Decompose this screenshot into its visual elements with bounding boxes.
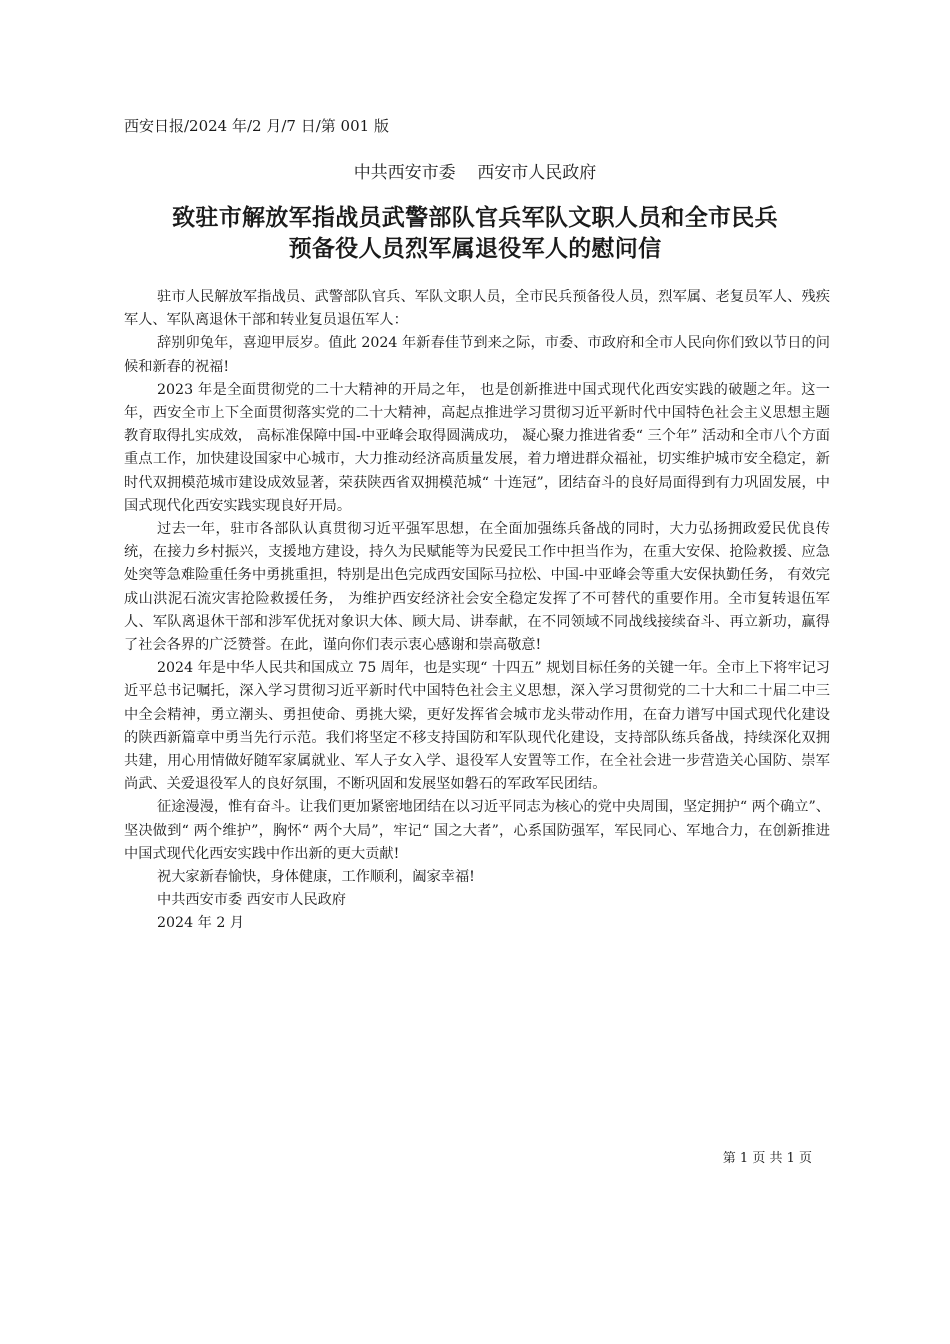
letter-body	[124, 286, 830, 936]
body-paragraph: 辞别卯兔年，喜迎甲辰岁。值此 2024 年新春佳节到来之际，市委、市政府和全市人民向你们致以节日的问候和新春的祝福!	[124, 335, 830, 375]
closing-greeting: 祝大家新春愉快，身体健康，工作顺利，阖家幸福!	[157, 869, 475, 886]
issuing-authorities: 中共西安市委 西安市人民政府	[353, 163, 597, 183]
salutation: 驻市人民解放军指战员、武警部队官兵、军队文职人员，全市民兵预备役人员，烈军属、老复员军人、残疾军人、军队离退休干部和转业复员退伍军人：	[124, 289, 830, 329]
document-title	[125, 203, 825, 265]
body-paragraph: 2023 年是全面贯彻党的二十大精神的开局之年， 也是创新推进中国式现代化西安实践的破题之年。这一年，西安全市上下全面贯彻落实党的二十大精神，高起点推进学习贯彻习近平新时代中国特色社会主义思想主题教育取得扎实成效， 高标准保障中国-中亚峰会取得圆满成功， 凝心聚力推进省委“ 三个年” 活动和全市八个方面重点工作，加快建设国家中心城市，大力推动经济高质量发展，着力增进群众福祉，切实维护城市安全稳定，新时代双拥模范城市建设成效显著，荣获陕西省双拥模范城“ 十连冠”，团结奋斗的良好局面得到有力巩固发展，中国式现代化西安实践实现良好开局。	[124, 381, 830, 514]
signature-date: 2024 年 2 月	[157, 915, 245, 932]
title-line: 预备役人员烈军属退役军人的慰问信	[288, 236, 662, 262]
body-paragraph: 2024 年是中华人民共和国成立 75 周年，也是实现“ 十四五” 规划目标任务的关键一年。全市上下将牢记习近平总书记嘱托，深入学习贯彻习近平新时代中国特色社会主义思想，深入学习贯彻党的二十大和二十届二中三中全会精神，勇立潮头、勇担使命、勇挑大梁，更好发挥省会城市龙头带动作用，在奋力谱写中国式现代化建设的陕西新篇章中勇当先行示范。我们将坚定不移支持国防和军队现代化建设，支持部队练兵备战，持续深化双拥共建，用心用情做好随军家属就业、军人子女入学、退役军人安置等工作，在全社会进一步营造关心国防、崇军尚武、关爱退役军人的良好氛围，不断巩固和发展坚如磐石的军政军民团结。	[124, 660, 830, 793]
body-paragraph: 过去一年，驻市各部队认真贯彻习近平强军思想，在全面加强练兵备战的同时，大力弘扬拥政爱民优良传统，在接力乡村振兴，支援地方建设，持久为民赋能等为民爱民工作中担当作为，在重大安保、抢险救援、应急处突等急难险重任务中勇挑重担，特别是出色完成西安国际马拉松、中国-中亚峰会等重大安保执勤任务， 有效完成山洪泥石流灾害抢险救援任务， 为维护西安经济社会安全稳定发挥了不可替代的重要作用。全市复转退伍军人、军队离退休干部和涉军优抚对象识大体、顾大局、讲奉献，在不同领域不同战线接续奋斗、再立新功，赢得了社会各界的广泛赞誉。在此，谨向你们表示衷心感谢和崇高敬意!	[124, 521, 830, 654]
source-line: 西安日报/2024 年/2 月/7 日/第 001 版	[124, 117, 389, 135]
body-paragraph: 征途漫漫，惟有奋斗。让我们更加紧密地团结在以习近平同志为核心的党中央周围，坚定拥护“ 两个确立”、坚决做到“ 两个维护”，胸怀“ 两个大局”，牢记“ 国之大者”，心系国防强军，军民同心、军地合力，在创新推进中国式现代化西安实践中作出新的更大贡献!	[124, 799, 830, 862]
title-line: 致驻市解放军指战员武警部队官兵军队文职人员和全市民兵	[172, 205, 778, 231]
page-number: 第 1 页 共 1 页	[722, 1151, 812, 1166]
signature: 中共西安市委 西安市人民政府	[157, 892, 346, 909]
